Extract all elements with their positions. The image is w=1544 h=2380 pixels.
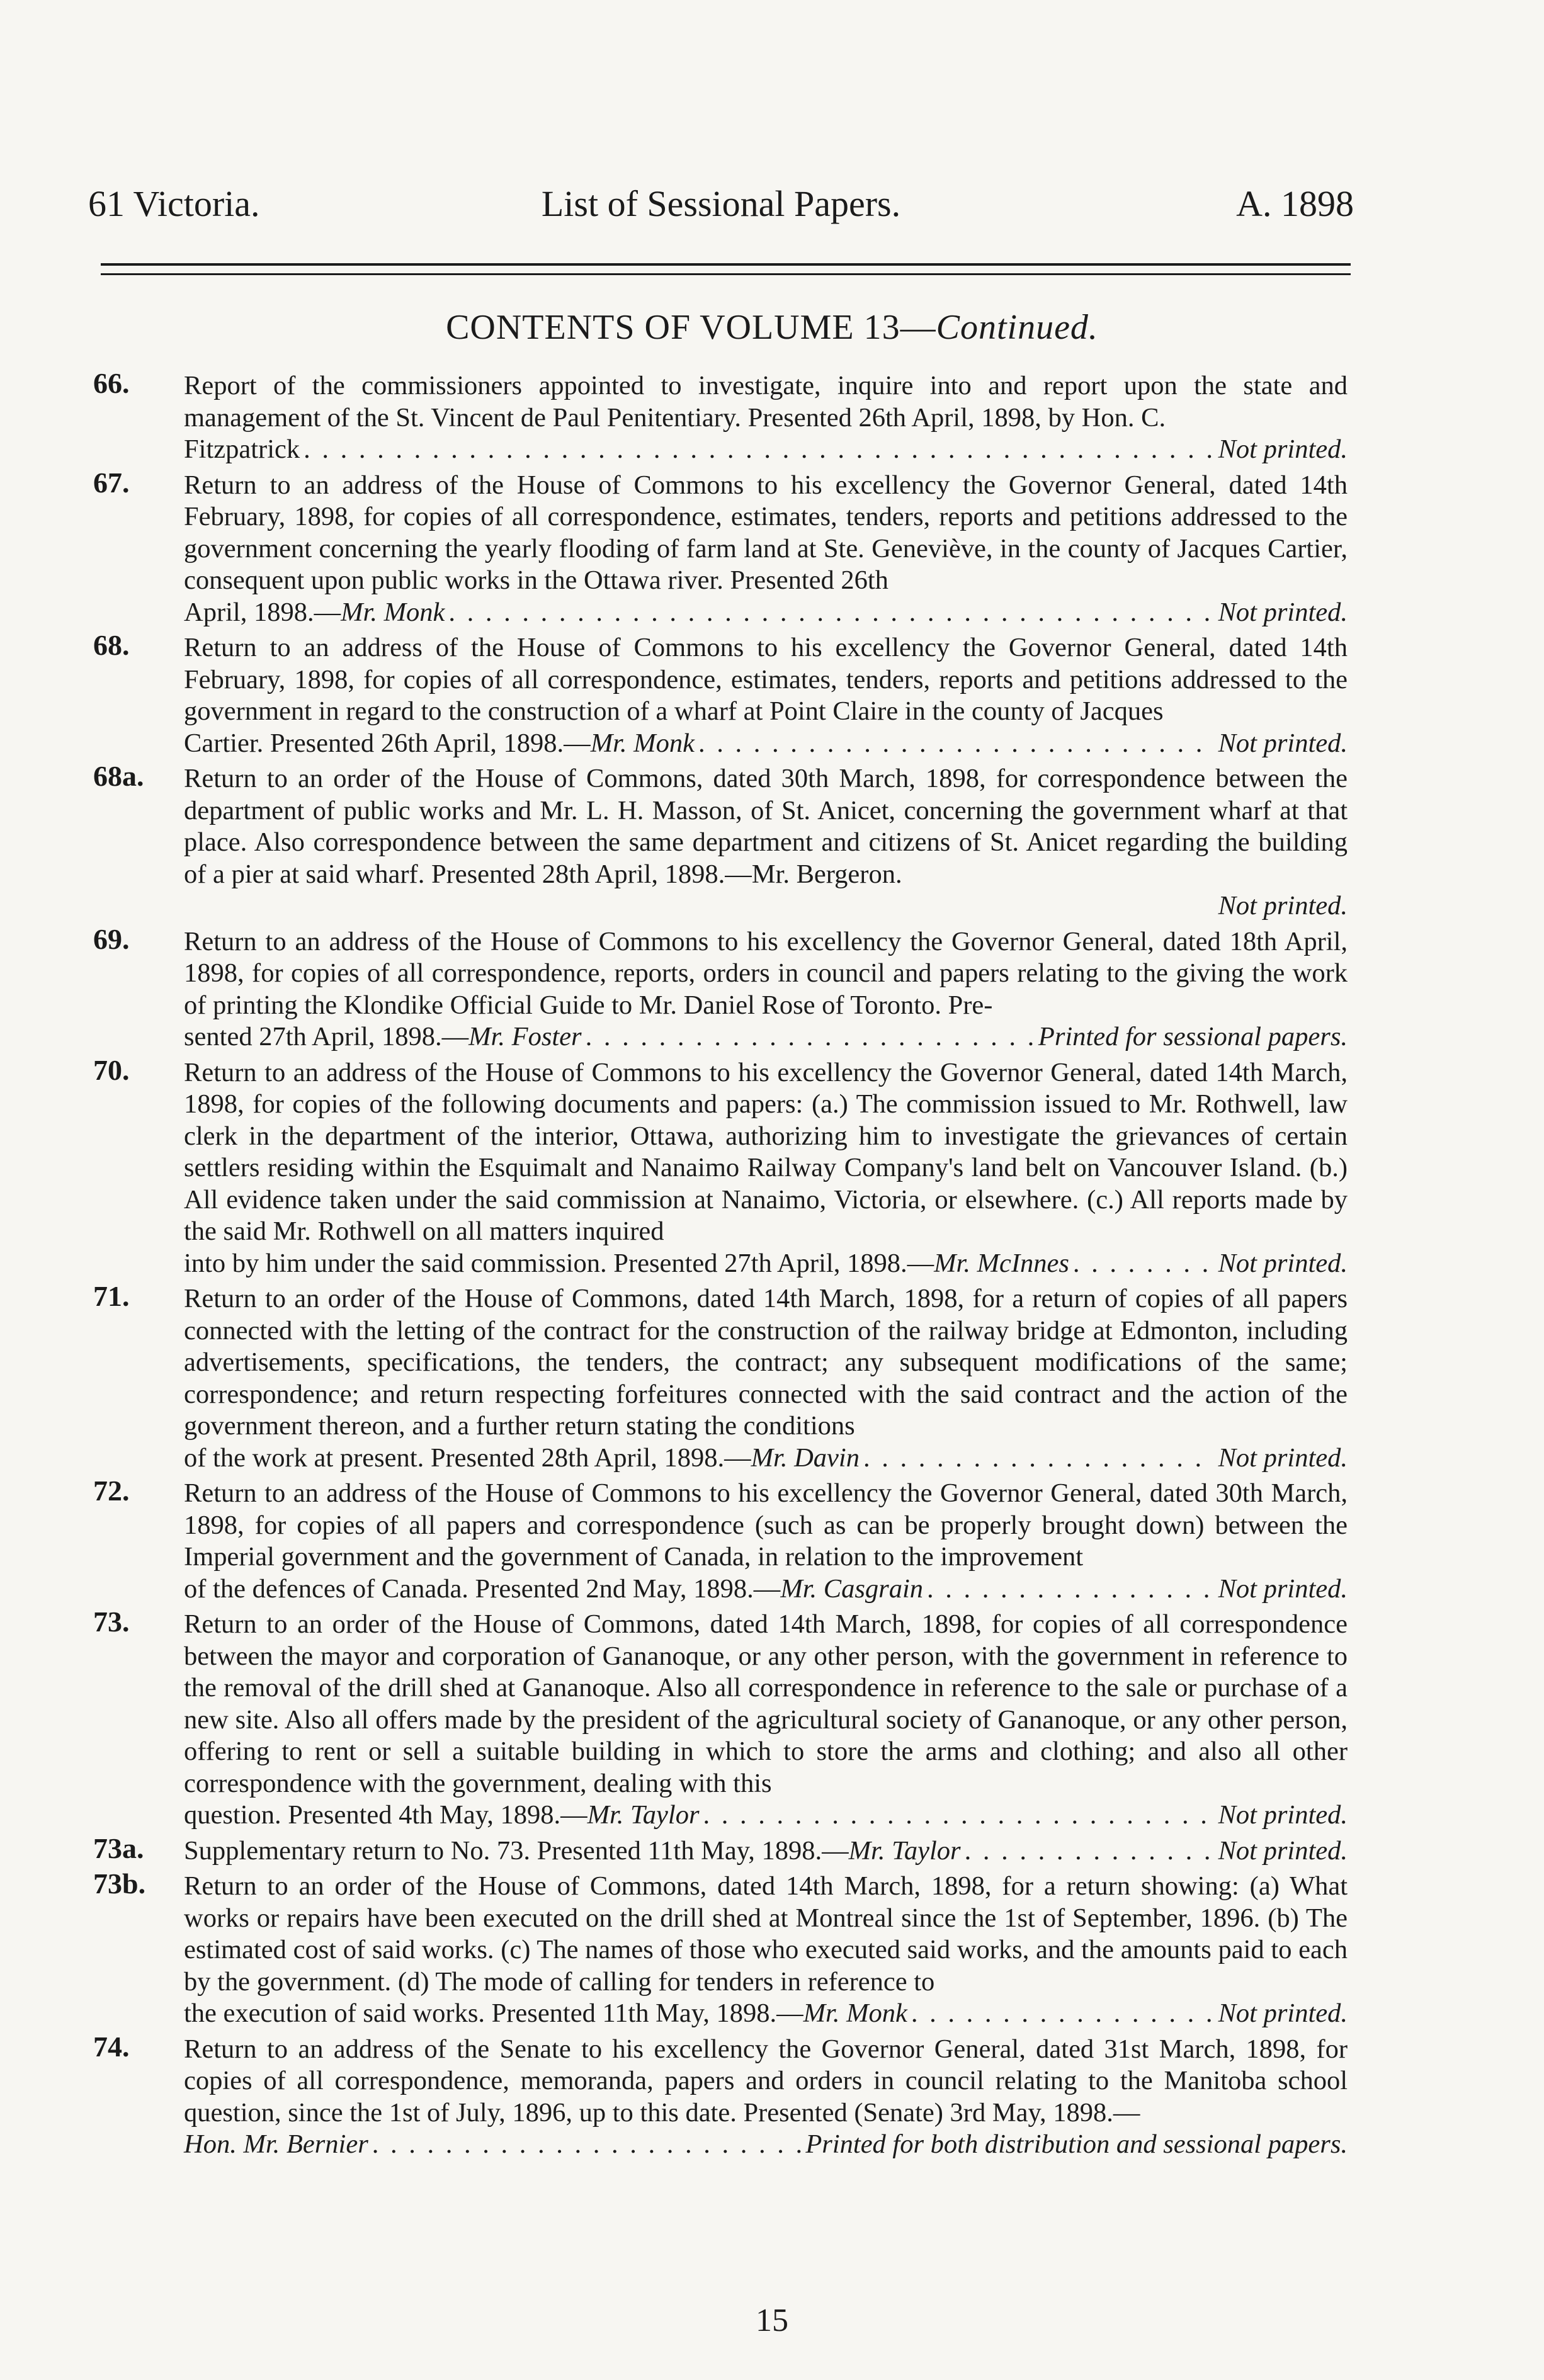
running-header xyxy=(88,183,1354,233)
leader-dots xyxy=(304,434,1214,466)
list-item xyxy=(0,367,1544,466)
paper-number: 68. xyxy=(93,629,130,661)
paper-status: Not printed. xyxy=(1218,1248,1348,1278)
paper-description: Return to an order of the House of Commons, dated 14th March, 1898, for copies of all correspondence between the mayor and corporation of Gananoque, or any other person, with the government in reference to the removal of the drill shed at Gananoque. Also all correspondence in reference to the sale or purchase of a new site. Also all offers made by the president of the agricultural society of Gananoque, or any other person, offering to rent or sell a suitable building in which to store the arms and clothing; and also all other correspondence with the government, dealing with this xyxy=(184,1609,1348,1798)
paper-trailer xyxy=(184,1835,1348,1867)
paper-number: 69. xyxy=(93,922,130,955)
paper-trailer xyxy=(184,1442,1348,1475)
trailer-lead xyxy=(184,1248,1069,1280)
paper-trailer xyxy=(184,728,1348,760)
trailer-lead xyxy=(184,597,445,629)
trailer-lead xyxy=(184,1573,923,1606)
paper-number: 74. xyxy=(93,2030,130,2063)
list-item xyxy=(0,1832,1544,1867)
paper-description: Return to an address of the House of Commons to his excellency the Governor General, dated 18th April, 1898, for copies of all correspondence, reports, orders in council and papers relating to the giving the work of printing the Klondike Official Guide to Mr. Daniel Rose of Toronto. Pre- xyxy=(184,926,1348,1020)
header-rule-thick xyxy=(101,263,1351,266)
trailer-date: of the defences of Canada. Presented 2nd May, 1898.— xyxy=(184,1573,781,1604)
paper-status: Not printed. xyxy=(1218,728,1348,758)
member-name: Mr. Davin xyxy=(751,1442,860,1473)
paper-trailer xyxy=(184,1248,1348,1280)
paper-status: Not printed. xyxy=(1218,1800,1348,1830)
paper-description: Return to an order of the House of Commons, dated 30th March, 1898, for correspondence between the department of public works and Mr. L. H. Masson, of St. Anicet, concerning the government wharf at that place. Also correspondence between the same department and citizens of St. Anicet regarding the building of a pier at said wharf. Presented 28th April, 1898.—Mr. Bergeron. xyxy=(184,764,1348,889)
trailer-date: Supplementary return to No. 73. Presented 11th May, 1898.— xyxy=(184,1835,849,1866)
paper-trailer xyxy=(184,1573,1348,1606)
paper-number: 73a. xyxy=(93,1832,144,1864)
list-item xyxy=(0,629,1544,759)
paper-description: Return to an address of the House of Commons to his excellency the Governor General, dated 30th March, 1898, for copies of all papers and correspondence (such as can be properly brought down) between the Imperial government and the government of Canada, in relation to the improvement xyxy=(184,1478,1348,1572)
paper-number: 66. xyxy=(93,367,130,399)
section-title-main: CONTENTS OF VOLUME 13— xyxy=(446,308,936,347)
paper-trailer xyxy=(184,434,1348,466)
trailer-lead xyxy=(184,1835,961,1867)
trailer-lead xyxy=(184,1021,582,1053)
paper-description: Return to an address of the Senate to his excellency the Governor General, dated 31st March, 1898, for copies of all correspondence, memoranda, papers and orders in council relating to the Manitoba school question, since the 1st of July, 1896, up to this date. Presented (Senate) 3rd May, 1898.— xyxy=(184,2034,1348,2128)
paper-description: Return to an order of the House of Commons, dated 14th March, 1898, for a return showing: (a) What works or repairs have been executed on the drill shed at Montreal since the 1st of September, 1896. (b) The estimated cost of said works. (c) The names of those who executed said works, and the amounts paid to each by the government. (d) The mode of calling for tenders in reference to xyxy=(184,1871,1348,1997)
trailer-date: April, 1898.— xyxy=(184,597,341,627)
trailer-lead xyxy=(184,1799,700,1832)
paper-number: 71. xyxy=(93,1280,130,1312)
member-name: Mr. Casgrain xyxy=(780,1573,924,1604)
paper-status: Not printed. xyxy=(1218,1835,1348,1866)
member-name: Mr. Taylor xyxy=(587,1800,700,1830)
trailer-date: into by him under the said commission. Presented 27th April, 1898.— xyxy=(184,1248,934,1278)
member-name: Mr. McInnes xyxy=(934,1248,1069,1278)
paper-status: Not printed. xyxy=(1218,1442,1348,1473)
leader-dots xyxy=(911,1998,1215,2030)
paper-number: 70. xyxy=(93,1053,130,1086)
trailer-lead xyxy=(184,728,695,760)
section-title-suffix: Continued. xyxy=(936,308,1098,347)
paper-list xyxy=(0,367,1544,2165)
list-item xyxy=(0,922,1544,1053)
member-name: Mr. Monk xyxy=(803,1998,907,2028)
paper-number: 67. xyxy=(93,466,130,499)
paper-description: Return to an address of the House of Commons to his excellency the Governor General, dated 14th March, 1898, for copies of the following documents and papers: (a.) The commission issued to Mr. Rothwell, law clerk in the department of the interior, Ottawa, authorizing him to investigate the grievances of certain settlers residing within the Esquimalt and Nanaimo Railway Company's land belt on Vancouver Island. (b.) All evidence taken under the said commission at Nanaimo, Victoria, or elsewhere. (c.) All reports made by the said Mr. Rothwell on all matters inquired xyxy=(184,1057,1348,1246)
section-title xyxy=(0,307,1544,348)
paper-description: Return to an address of the House of Commons to his excellency the Governor General, dated 14th February, 1898, for copies of all correspondence, estimates, tenders, reports and petitions addressed to the government concerning the yearly flooding of farm land at Ste. Geneviève, in the county of Jacques Cartier, consequent upon public works in the Ottawa river. Presented 26th xyxy=(184,470,1348,595)
member-name: Mr. Taylor xyxy=(848,1835,961,1866)
member-name: Mr. Monk xyxy=(590,728,695,758)
paper-number: 73b. xyxy=(93,1867,146,1900)
list-item xyxy=(0,1867,1544,2030)
trailer-lead xyxy=(184,1998,907,2030)
paper-status: Not printed. xyxy=(1218,434,1348,464)
leader-dots xyxy=(927,1573,1215,1606)
paper-trailer xyxy=(184,2129,1348,2161)
header-right: A. 1898 xyxy=(1236,183,1354,224)
leader-dots xyxy=(698,728,1215,760)
list-item xyxy=(0,2030,1544,2161)
paper-description: Return to an order of the House of Commons, dated 14th March, 1898, for a return of copies of all papers connected with the letting of the contract for the construction of the railway bridge at Edmonton, including advertisements, specifications, the tenders, the contract; any subsequent modifications of the same; correspondence; and return respecting forfeitures connected with the said contract and the action of the government thereon, and a further return stating the conditions xyxy=(184,1284,1348,1441)
trailer-date: question. Presented 4th May, 1898.— xyxy=(184,1800,588,1830)
leader-dots xyxy=(863,1442,1215,1475)
paper-status: Not printed. xyxy=(1218,1998,1348,2028)
paper-status: Printed for both distribution and sessional papers. xyxy=(805,2129,1348,2159)
header-left: 61 Victoria. xyxy=(88,183,260,224)
paper-status: Not printed. xyxy=(1218,597,1348,627)
trailer-lead: Fitzpatrick xyxy=(184,434,300,464)
paper-trailer xyxy=(184,1799,1348,1832)
paper-status: Not printed. xyxy=(1218,891,1348,921)
list-item xyxy=(0,1475,1544,1605)
paper-status: Printed for sessional papers. xyxy=(1038,1022,1348,1051)
paper-description: Return to an address of the House of Commons to his excellency the Governor General, dated 14th February, 1898, for copies of all correspondence, estimates, tenders, reports and petitions addressed to the government in regard to the construction of a wharf at Point Claire in the county of Jacques xyxy=(184,633,1348,726)
paper-trailer xyxy=(184,597,1348,629)
paper-trailer xyxy=(184,1021,1348,1053)
paper-status: Not printed. xyxy=(1218,1573,1348,1604)
paper-number: 72. xyxy=(93,1475,130,1507)
page-number: 15 xyxy=(756,2303,788,2338)
member-name: Mr. Foster xyxy=(468,1022,582,1051)
leader-dots xyxy=(586,1021,1035,1053)
list-item xyxy=(0,1280,1544,1474)
list-item xyxy=(0,1606,1544,1832)
paper-description: Report of the commissioners appointed to investigate, inquire into and report upon the state and management of the St. Vincent de Paul Penitentiary. Presented 26th April, 1898, by Hon. C. xyxy=(184,371,1348,433)
list-item xyxy=(0,1053,1544,1280)
leader-dots xyxy=(372,2129,802,2161)
trailer-date: the execution of said works. Presented 11th May, 1898.— xyxy=(184,1998,803,2028)
header-center: List of Sessional Papers. xyxy=(541,183,901,224)
header-rule-thin xyxy=(101,273,1351,275)
list-item xyxy=(0,466,1544,629)
trailer-lead xyxy=(184,1442,860,1475)
paper-number: 68a. xyxy=(93,760,144,792)
trailer-date: Cartier. Presented 26th April, 1898.— xyxy=(184,728,591,758)
paper-trailer xyxy=(184,1998,1348,2030)
member-name: Hon. Mr. Bernier xyxy=(184,2129,368,2159)
leader-dots xyxy=(703,1799,1215,1832)
leader-dots xyxy=(1073,1248,1215,1280)
trailer-date: sented 27th April, 1898.— xyxy=(184,1022,469,1051)
leader-dots xyxy=(448,597,1214,629)
list-item xyxy=(0,760,1544,922)
paper-number: 73. xyxy=(93,1606,130,1638)
leader-dots xyxy=(965,1835,1215,1867)
member-name: Mr. Monk xyxy=(341,597,445,627)
trailer-date: of the work at present. Presented 28th April, 1898.— xyxy=(184,1442,751,1473)
